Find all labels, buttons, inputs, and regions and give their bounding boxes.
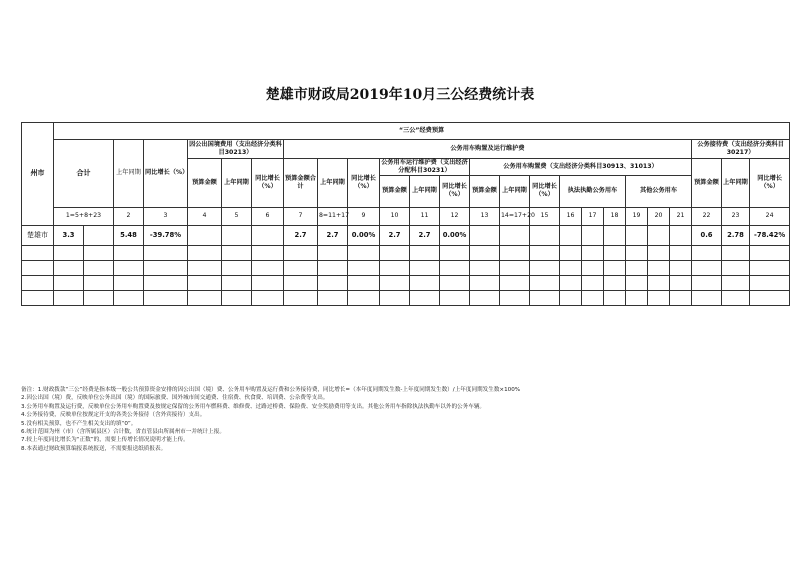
header-buy-yoy: 同比增长（%）	[530, 175, 560, 207]
cell-other-prev	[648, 225, 670, 245]
note-line: 3.公务用车购置及运行费，反映单位公务用车购置费及按规定保留的公务用车燃料费、维修费、过路过桥费、保险费、安全奖励费用等支出。其他公务用车指除执法执勤车以外的公务车辆。	[21, 403, 486, 410]
column-number: 14=17+20	[500, 207, 530, 225]
header-abroad-budget: 预算金额	[188, 159, 222, 208]
column-number: 16	[560, 207, 582, 225]
note-line: 7.较上年度同比增长为“正数”的，需要上传增长情况说明才能上传。	[21, 437, 189, 444]
column-number: 1=5+8+23	[54, 207, 114, 225]
cell-reception-yoy: -78.42%	[750, 225, 790, 245]
cell-law-prev	[582, 225, 604, 245]
column-number: 15	[530, 207, 560, 225]
column-number: 12	[440, 207, 470, 225]
cell-other-budget	[626, 225, 648, 245]
table-row	[22, 225, 790, 245]
note-line: 6.统计范围为州（市）（含所属县区）合计数，省直管县由所属州市一并统计上报。	[21, 429, 225, 436]
header-reception-prev: 上年同期	[722, 159, 750, 208]
header-buy-budget: 预算金额	[470, 175, 500, 207]
column-number: 3	[144, 207, 188, 225]
cell-reception-budget: 0.6	[692, 225, 722, 245]
cell-vehicle-yoy: 0.00%	[348, 225, 380, 245]
cell-buy-yoy	[530, 225, 560, 245]
header-yoy: 同比增长（%）	[144, 140, 188, 208]
header-buy-prev: 上年同期	[500, 175, 530, 207]
cell-abroad-prev	[222, 225, 252, 245]
column-number: 13	[470, 207, 500, 225]
note-line: 4.公务接待费，反映单位按规定开支的各类公务接待（含外宾接待）支出。	[21, 412, 206, 419]
header-prev-year: 上年同期	[114, 140, 144, 208]
header-abroad: 因公出国境费用（支出经济分类科目30213）	[188, 140, 284, 159]
header-vehicle: 公务用车购置及运行维护费	[284, 140, 692, 159]
cell-vehicle-budget: 2.7	[284, 225, 318, 245]
column-number: 19	[626, 207, 648, 225]
empty-row	[22, 245, 790, 260]
column-number: 4	[188, 207, 222, 225]
empty-row	[22, 290, 790, 305]
cell-buy-prev	[500, 225, 530, 245]
column-number: 20	[648, 207, 670, 225]
header-total: 合计	[54, 140, 114, 208]
header-vehicle-prev: 上年同期	[318, 159, 348, 208]
header-sangong: “三公”经费预算	[54, 123, 790, 140]
column-number: 10	[380, 207, 410, 225]
header-run-yoy: 同比增长（%）	[440, 175, 470, 207]
header-vehicle-budget-total: 预算金额合计	[284, 159, 318, 208]
header-region: 州市	[22, 123, 54, 226]
cell-vehicle-prev: 2.7	[318, 225, 348, 245]
column-number: 23	[722, 207, 750, 225]
header-reception-budget: 预算金额	[692, 159, 722, 208]
header-vehicle-yoy: 同比增长（%）	[348, 159, 380, 208]
cell-total-a: 3.3	[54, 225, 84, 245]
column-number: 8=11+17	[318, 207, 348, 225]
column-number: 22	[692, 207, 722, 225]
header-other-car: 其他公务用车	[626, 175, 692, 207]
cell-run-prev: 2.7	[410, 225, 440, 245]
cell-run-yoy: 0.00%	[440, 225, 470, 245]
header-abroad-prev: 上年同期	[222, 159, 252, 208]
header-run-prev: 上年同期	[410, 175, 440, 207]
column-number: 24	[750, 207, 790, 225]
note-line: 2.因公出国（境）费，反映单位公务出国（境）的国际旅费、国外城市间交通费、住宿费、伙食费、培训费、公杂费等支出。	[21, 395, 329, 402]
note-line: 8.本表通过财政预算编报系统报送，不需要报送纸质报表。	[21, 445, 167, 452]
column-number: 7	[284, 207, 318, 225]
cell-total-b	[84, 225, 114, 245]
header-abroad-yoy: 同比增长（%）	[252, 159, 284, 208]
column-number: 2	[114, 207, 144, 225]
expense-table	[21, 122, 790, 306]
column-number: 6	[252, 207, 284, 225]
header-reception-yoy: 同比增长（%）	[750, 159, 790, 208]
cell-law-yoy	[604, 225, 626, 245]
cell-prev-year: 5.48	[114, 225, 144, 245]
notes	[21, 386, 781, 453]
column-number: 11	[410, 207, 440, 225]
cell-yoy: -39.78%	[144, 225, 188, 245]
column-number: 21	[670, 207, 692, 225]
header-reception: 公务接待费（支出经济分类科目30217）	[692, 140, 790, 159]
header-vehicle-run: 公务用车运行维护费（支出经济分配科目30231）	[381, 159, 468, 174]
note-line: 5.没有相关预算，也不产生相关支出的填“0”。	[21, 420, 137, 427]
cell-reception-prev: 2.78	[722, 225, 750, 245]
note-line: 备注：1.财政拨款“三公”经费是指本级一般公共预算资金安排的因公出国（境）费、公务用车购置及运行费和公务接待费，同比增长=（本年度同期发生数-上年度同期发生数）/上年度同期发生数×100%	[21, 387, 521, 393]
cell-abroad-yoy	[252, 225, 284, 245]
header-run-budget: 预算金额	[380, 175, 410, 207]
cell-law-budget	[560, 225, 582, 245]
column-number: 9	[348, 207, 380, 225]
header-vehicle-buy: 公务用车购置费（支出经济分类科目30913、31013）	[470, 159, 692, 176]
empty-row	[22, 260, 790, 275]
column-number: 17	[582, 207, 604, 225]
report-title: 楚雄市财政局2019年10月三公经费统计表	[265, 87, 535, 103]
cell-run-budget: 2.7	[380, 225, 410, 245]
empty-row	[22, 275, 790, 290]
column-number: 5	[222, 207, 252, 225]
cell-other-yoy	[670, 225, 692, 245]
row-region: 楚雄市	[22, 225, 54, 245]
header-law-car: 执法执勤公务用车	[560, 175, 626, 207]
cell-buy-budget	[470, 225, 500, 245]
cell-abroad-budget	[188, 225, 222, 245]
column-number: 18	[604, 207, 626, 225]
